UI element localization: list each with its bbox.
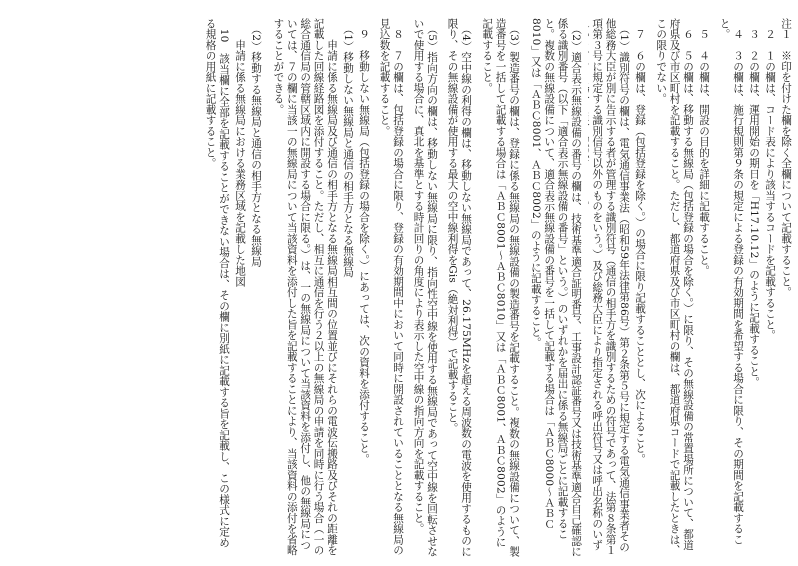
- note-line-4: ４ ３の欄は、施行規則第９条の規定による登録の有効期間を希望する場合に限り、その期間を記載すること。: [718, 18, 744, 545]
- note-line-9-2: （2）移動する無線局と通信の相手方となる無線局: [250, 18, 262, 267]
- note-line-7-5: （5）指向方向の欄は、移動しない無線局に限り、指向性空中線を使用する無線局であって空中線を回転させないで使用する場合に、真北を基準とする時計回りの角度により表示した空中線の指向方向を記載すること。: [412, 18, 438, 558]
- note-line-9: ９ 移動しない無線局（包括登録の場合を除く。）にあっては、次の資料を添付すること。: [358, 18, 370, 465]
- note-line-3: ３ ２の欄は、運用開始の期日を「H17.10.12」のように記載すること。: [748, 18, 760, 388]
- note-line-7-3: （3）製造番号の欄は、登録に係る無線局の無線設備の製造番号を記載すること。複数の無線設備について、製造番号を一括して記載する場合は「ＡＢＣ8001～ＡＢＣ8010」又は「ＡＢＣ8001、ＡＢＣ8002」のように記載すること。: [481, 18, 520, 558]
- note-line-2: ２ １の欄は、コード表により該当するコードを記載すること。: [764, 18, 776, 341]
- note-line-9-2-body: 申請に係る無線局における業務区域を記載した地図: [234, 18, 246, 287]
- note-line-5: ５ ４の欄は、開設の目的を詳細に記載すること。: [698, 18, 710, 276]
- note-line-7-4: （4）空中線の利得の欄は、移動しない無線局であって、26.175MHzを超える周波数の電波を使用するものに限り、その無線設備が使用する最大の空中線利得をGis（絶対利得）で記載すること。: [446, 18, 472, 557]
- note-line-7-2: （2）適合表示無線設備の番号の欄は、技術基準適合証明番号、工事設計認証番号又は技術基準適合自己確認に係る識別番号（以下「適合表示無線設備の番号」という。）のいずれかを届出に係る無線局ごとに記載すること。複数の無線設備について、適合表示無線設備の番号を一括して記載する場合は「ＡＢＣ8000～ＡＢＣ8010」又は「ＡＢＣ8001、ＡＢＣ8002」のように記載すること。: [529, 18, 582, 558]
- note-line-7: ７ ６の欄は、登録（包括登録を除く。）の場合に限り記載することとし、次によること。: [634, 18, 646, 465]
- note-line-6: ６ ５の欄は、移動する無線局（包括登録の場合を除く。）に限り、その無線設備の常置場所について、都道府県及び市区町村を記載すること。ただし、都道府県及び市区町村の欄は、都道府県コードで記載したときは、この限りでない。: [655, 18, 694, 556]
- note-line-9-1: （1）移動しない無線局と通信の相手方となる無線局: [342, 18, 354, 278]
- note-line-1: 注１ ※印を付けた欄を除く全欄について記載すること。: [780, 18, 792, 298]
- note-line-10: 10 該当欄に全部を記載することができない場合は、その欄に別紙に記載する旨を記載し、この様式に定める規格の用紙に記載すること。: [204, 18, 230, 548]
- note-line-9-1-body: 申請に係る無線局及び通信の相手方となる無線局相互間の位置並びにそれらの電波伝搬路及びそれの距離を記載した回線経路図を添付すること。ただし、相互に通信を行う２以上の無線局の申請を同時に行う場合（一の総合通信局の管轄区域内に開設する場合に限る。）は、一の無線局について当該資料を添付し、他の無線局については、７の欄に当該一の無線局について当該資料を添付した旨を記載することにより、当該資料の添付を省略することができる。: [272, 18, 338, 556]
- note-line-7-1: （1）識別符号の欄は、電気通信事業法（昭和59年法律第86号）第２条第５号に規定する電気通信事業者その他総務大臣が別に告示する者が管理する識別符号（通信の相手方を識別するための符号であって、法第８条第１項第３号に規定する識別信号以外のものをいう。）及び総務大臣により指定される呼出符号又は呼出名称のいず: [591, 18, 630, 556]
- note-line-8: ８ ７の欄は、包括登録の場合に限り、登録の有効期間中において同時に開設されていることとなる無線局の見込数を記載すること。: [378, 18, 404, 556]
